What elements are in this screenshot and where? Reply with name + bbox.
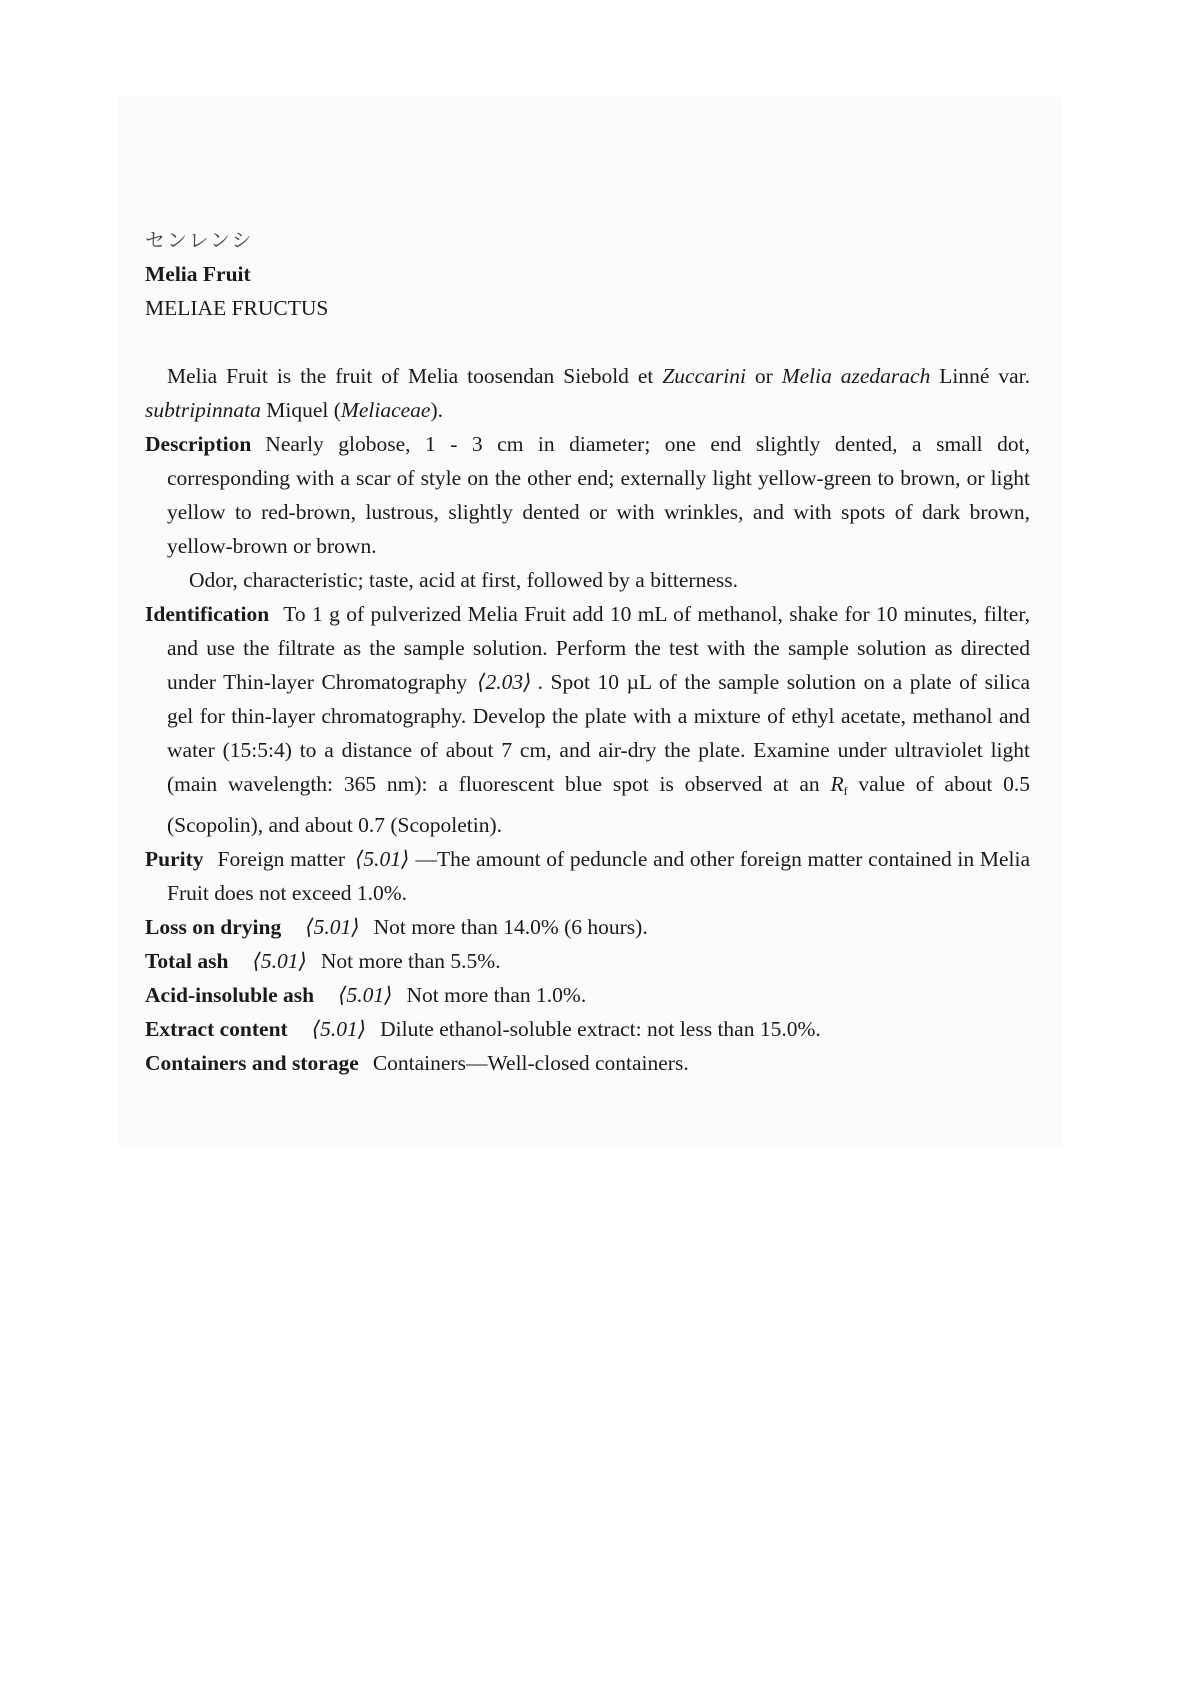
odor-text: Odor, characteristic; taste, acid at first, followed by a bitterness. (189, 568, 738, 592)
test-reference: ⟨5.01⟩ (305, 915, 360, 939)
test-reference: ⟨2.03⟩ (477, 670, 532, 694)
total-ash-heading: Total ash (145, 949, 229, 973)
monograph-body (145, 223, 1030, 1080)
loss-on-drying-heading: Loss on drying (145, 915, 282, 939)
spacer (145, 325, 1030, 359)
containers-section: Containers and storage Containers—Well-closed containers. (145, 1051, 689, 1075)
identification-section: Identification To 1 g of pulverized Melia Fruit add 10 mL of methanol, shake for 10 minutes, filter, and use the filtrate as the sample solution. Perform the test with the sample solution as directed under Thin-layer Chromatography ⟨2.03⟩ . Spot 10 µL of the sample solution on a plate of silica gel for thin-layer chromatography. Develop the plate with a mixture of ethyl acetate, methanol and water (15:5:4) to a distance of about 7 cm, and air-dry the plate. Examine under ultraviolet light (main wavelength: 365 nm): a fluorescent blue spot is observed at an $R_f$ value of about 0.5 (Scopolin), and about 0.7 (Scopoletin). (145, 602, 1030, 837)
description-section (145, 427, 1030, 563)
containers-heading: Containers and storage (145, 1051, 359, 1075)
latin-name: MELIAE FRUCTUS (145, 296, 329, 320)
purity-section: Purity Foreign matter ⟨5.01⟩ —The amount of peduncle and other foreign matter contained in Melia Fruit does not exceed 1.0%. (145, 847, 1030, 905)
test-reference: ⟨5.01⟩ (338, 983, 393, 1007)
test-reference: ⟨5.01⟩ (355, 847, 410, 871)
extract-content-section: Extract content ⟨5.01⟩ Dilute ethanol-soluble extract: not less than 15.0%. (145, 1017, 821, 1041)
identification-heading: Identification (145, 602, 270, 626)
extract-content-heading: Extract content (145, 1017, 288, 1041)
purity-heading: Purity (145, 847, 204, 871)
acid-insoluble-ash-heading: Acid-insoluble ash (145, 983, 315, 1007)
test-reference: ⟨5.01⟩ (252, 949, 307, 973)
intro-paragraph: Melia Fruit is the fruit of Melia toosendan Siebold et Zuccarini or Melia azedarach Linné var. subtripinnata Miquel (Meliaceae). (145, 364, 1030, 422)
description-text: Nearly globose, 1 - 3 cm in diameter; one end slightly dented, a small dot, corresponding with a scar of style on the other end; externally light yellow-green to brown, or light yellow to red-brown, lustrous, slightly dented or with wrinkles, and with spots of dark brown, yellow-brown or brown. (167, 432, 1030, 558)
acid-insoluble-ash-section: Acid-insoluble ash ⟨5.01⟩ Not more than 1.0%. (145, 983, 587, 1007)
test-reference: ⟨5.01⟩ (311, 1017, 367, 1041)
description-heading: Description (145, 432, 252, 456)
total-ash-section: Total ash ⟨5.01⟩ Not more than 5.5%. (145, 949, 501, 973)
loss-on-drying-section: Loss on drying ⟨5.01⟩ Not more than 14.0% (6 hours). (145, 915, 648, 939)
japanese-name: センレンシ (145, 228, 254, 252)
english-name: Melia Fruit (145, 262, 251, 286)
